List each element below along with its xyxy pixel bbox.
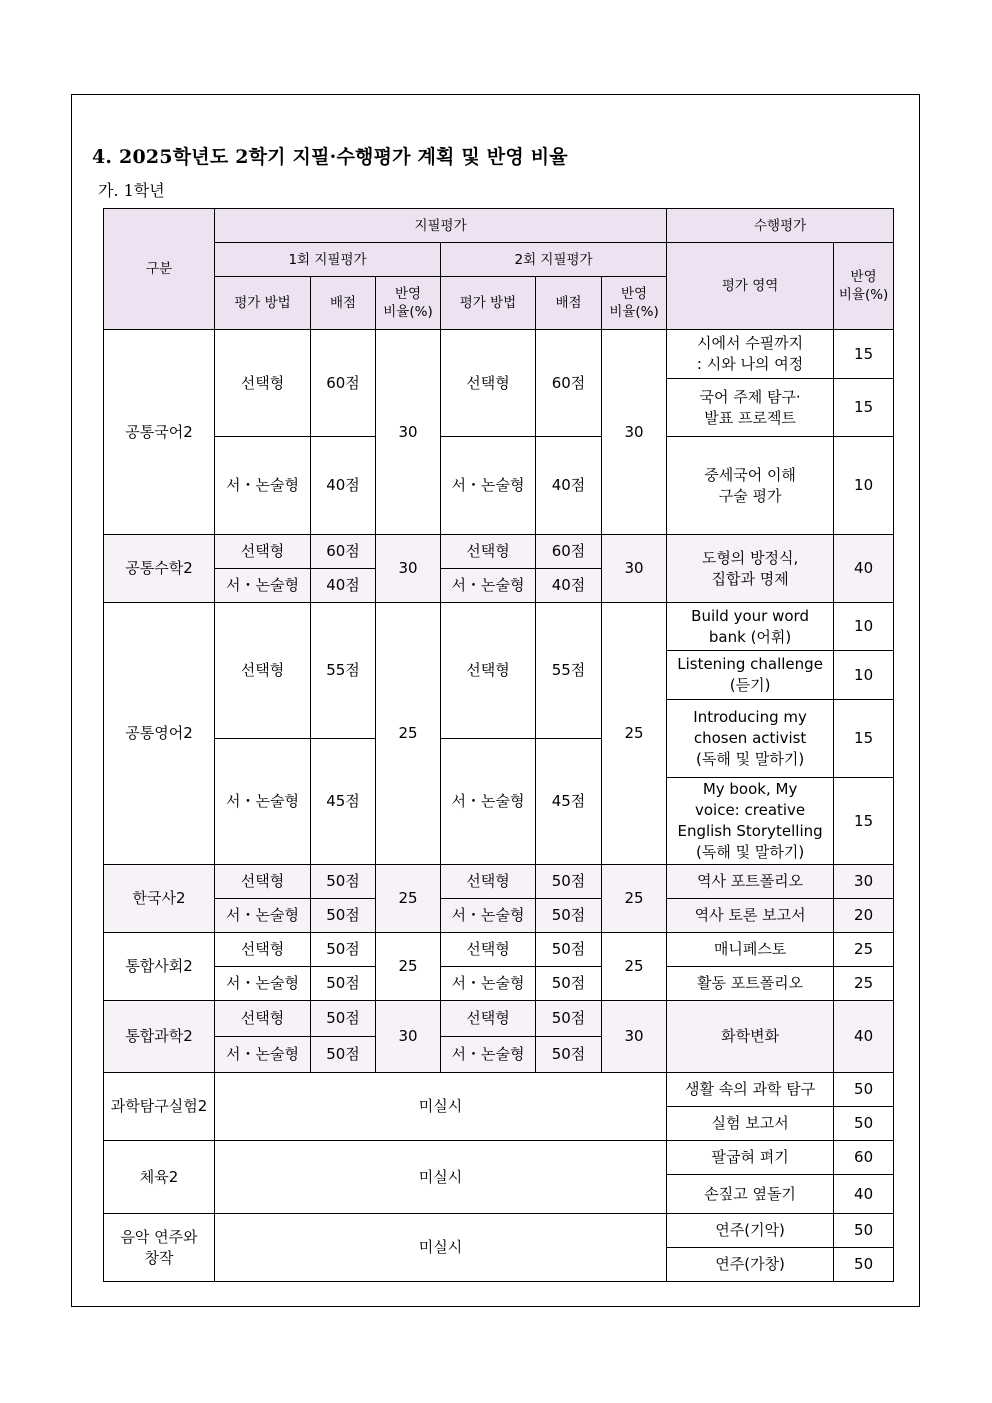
exam2-ratio: 25 xyxy=(602,865,667,933)
exam2-score: 50점 xyxy=(536,967,602,1001)
task-ratio: 60 xyxy=(834,1141,894,1175)
task-ratio: 40 xyxy=(834,535,894,603)
exam1-ratio: 30 xyxy=(376,330,441,535)
not-conducted-label: 미실시 xyxy=(215,1214,667,1282)
table-row xyxy=(104,437,894,457)
task-area: My book, My voice: creative English Storytelling (독해 및 말하기) xyxy=(667,778,834,865)
exam2-ratio: 25 xyxy=(602,603,667,865)
table-row xyxy=(104,1001,894,1037)
exam1-ratio: 30 xyxy=(376,535,441,603)
exam2-type: 서・논술형 xyxy=(441,899,536,933)
exam1-ratio-header: 반영 비율(%) xyxy=(376,277,441,330)
task-area: 연주(기악) xyxy=(667,1214,834,1248)
table-row xyxy=(104,535,894,569)
exam2-method-header: 평가 방법 xyxy=(441,277,536,330)
exam1-score: 50점 xyxy=(311,865,376,899)
exam1-type: 선택형 xyxy=(215,603,311,739)
task-area: 실험 보고서 xyxy=(667,1107,834,1141)
exam2-type: 서・논술형 xyxy=(441,1037,536,1073)
exam2-type: 서・논술형 xyxy=(441,437,536,535)
exam1-ratio: 25 xyxy=(376,603,441,865)
exam1-type: 서・논술형 xyxy=(215,967,311,1001)
exam2-score: 50점 xyxy=(536,1001,602,1037)
written-eval-header: 지필평가 xyxy=(215,209,667,243)
exam2-type: 선택형 xyxy=(441,535,536,569)
exam1-type: 서・논술형 xyxy=(215,899,311,933)
task-area: 중세국어 이해 구술 평가 xyxy=(667,437,834,535)
task-ratio: 15 xyxy=(834,700,894,778)
task-area: Build your word bank (어휘) xyxy=(667,603,834,651)
exam2-score: 50점 xyxy=(536,1037,602,1073)
exam2-score-header: 배점 xyxy=(536,277,602,330)
table-row xyxy=(104,899,894,933)
task-ratio-header: 반영 비율(%) xyxy=(834,243,894,330)
exam1-type: 서・논술형 xyxy=(215,739,311,865)
exam2-type: 서・논술형 xyxy=(441,967,536,1001)
not-conducted-label: 미실시 xyxy=(215,1073,667,1141)
task-ratio: 25 xyxy=(834,967,894,1001)
task-ratio: 30 xyxy=(834,865,894,899)
exam2-score: 60점 xyxy=(536,535,602,569)
table-row xyxy=(104,967,894,1001)
task-ratio: 50 xyxy=(834,1248,894,1282)
exam1-ratio: 25 xyxy=(376,865,441,933)
task-ratio: 40 xyxy=(834,1175,894,1214)
exam1-score: 60점 xyxy=(311,535,376,569)
task-ratio: 25 xyxy=(834,933,894,967)
task-area: 도형의 방정식, 집합과 명제 xyxy=(667,535,834,603)
task-area: 화학변화 xyxy=(667,1001,834,1073)
task-area: 시에서 수필까지 : 시와 나의 여정 xyxy=(667,330,834,379)
exam1-type: 선택형 xyxy=(215,865,311,899)
area-header: 평가 영역 xyxy=(667,243,834,330)
exam1-score: 40점 xyxy=(311,569,376,603)
task-ratio: 40 xyxy=(834,1001,894,1073)
task-ratio: 50 xyxy=(834,1107,894,1141)
task-ratio: 20 xyxy=(834,899,894,933)
task-ratio: 50 xyxy=(834,1214,894,1248)
exam1-ratio: 30 xyxy=(376,1001,441,1073)
exam2-type: 선택형 xyxy=(441,933,536,967)
task-area: Listening challenge (듣기) xyxy=(667,651,834,700)
exam2-type: 서・논술형 xyxy=(441,739,536,865)
subject-name: 공통국어2 xyxy=(104,330,215,535)
exam1-type: 선택형 xyxy=(215,535,311,569)
table-row xyxy=(104,933,894,967)
exam2-ratio: 25 xyxy=(602,933,667,1001)
exam1-score: 50점 xyxy=(311,1001,376,1037)
exam1-type: 서・논술형 xyxy=(215,569,311,603)
task-ratio: 15 xyxy=(834,778,894,865)
table-row xyxy=(104,1141,894,1175)
exam1-score: 50점 xyxy=(311,933,376,967)
exam1-score: 50점 xyxy=(311,967,376,1001)
exam2-score: 55점 xyxy=(536,603,602,739)
exam2-type: 선택형 xyxy=(441,865,536,899)
task-area: 연주(가창) xyxy=(667,1248,834,1282)
section-subheading: 가. 1학년 xyxy=(98,181,165,200)
task-area: 역사 포트폴리오 xyxy=(667,865,834,899)
task-area: 매니페스토 xyxy=(667,933,834,967)
task-area: 생활 속의 과학 탐구 xyxy=(667,1073,834,1107)
header-row-1 xyxy=(104,209,894,243)
task-ratio: 15 xyxy=(834,330,894,379)
exam1-score: 55점 xyxy=(311,603,376,739)
exam2-score: 50점 xyxy=(536,865,602,899)
exam2-score: 40점 xyxy=(536,437,602,535)
task-area: 역사 토론 보고서 xyxy=(667,899,834,933)
section-heading: 4. 2025학년도 2학기 지필·수행평가 계획 및 반영 비율 xyxy=(92,146,568,168)
exam1-method-header: 평가 방법 xyxy=(215,277,311,330)
exam2-score: 45점 xyxy=(536,739,602,865)
task-ratio: 15 xyxy=(834,379,894,437)
exam2-score: 50점 xyxy=(536,899,602,933)
exam1-type: 선택형 xyxy=(215,933,311,967)
exam1-score-header: 배점 xyxy=(311,277,376,330)
table-row xyxy=(104,865,894,899)
task-area: 활동 포트폴리오 xyxy=(667,967,834,1001)
subject-name: 공통수학2 xyxy=(104,535,215,603)
exam2-score: 50점 xyxy=(536,933,602,967)
exam1-header: 1회 지필평가 xyxy=(215,243,441,277)
exam1-type: 서・논술형 xyxy=(215,1037,311,1073)
exam1-type: 서・논술형 xyxy=(215,437,311,535)
subject-name: 음악 연주와 창작 xyxy=(104,1214,215,1282)
task-area: 손짚고 옆돌기 xyxy=(667,1175,834,1214)
task-ratio: 50 xyxy=(834,1073,894,1107)
exam1-score: 50점 xyxy=(311,1037,376,1073)
exam1-score: 60점 xyxy=(311,330,376,437)
not-conducted-label: 미실시 xyxy=(215,1141,667,1214)
table-row xyxy=(104,330,894,379)
subject-name: 공통영어2 xyxy=(104,603,215,865)
subject-name: 체육2 xyxy=(104,1141,215,1214)
exam2-type: 선택형 xyxy=(441,330,536,437)
exam2-ratio: 30 xyxy=(602,535,667,603)
subject-name: 한국사2 xyxy=(104,865,215,933)
exam1-score: 40점 xyxy=(311,437,376,535)
header-row-2 xyxy=(104,243,894,277)
exam1-score: 50점 xyxy=(311,899,376,933)
subject-name: 과학탐구실험2 xyxy=(104,1073,215,1141)
category-header: 구분 xyxy=(104,209,215,330)
table-row xyxy=(104,1214,894,1248)
exam2-type: 서・논술형 xyxy=(441,569,536,603)
exam1-score: 45점 xyxy=(311,739,376,865)
subject-name: 통합과학2 xyxy=(104,1001,215,1073)
exam2-header: 2회 지필평가 xyxy=(441,243,667,277)
task-ratio: 10 xyxy=(834,651,894,700)
exam2-score: 60점 xyxy=(536,330,602,437)
table-row xyxy=(104,603,894,651)
assessment-plan-table xyxy=(103,208,894,1282)
subject-name: 통합사회2 xyxy=(104,933,215,1001)
task-ratio: 10 xyxy=(834,437,894,535)
table-row xyxy=(104,1073,894,1107)
exam1-type: 선택형 xyxy=(215,330,311,437)
exam2-ratio: 30 xyxy=(602,1001,667,1073)
exam1-type: 선택형 xyxy=(215,1001,311,1037)
exam2-ratio-header: 반영 비율(%) xyxy=(602,277,667,330)
exam2-ratio: 30 xyxy=(602,330,667,535)
task-area: 국어 주제 탐구· 발표 프로젝트 xyxy=(667,379,834,437)
task-area: Introducing my chosen activist (독해 및 말하기) xyxy=(667,700,834,778)
exam2-score: 40점 xyxy=(536,569,602,603)
exam2-type: 선택형 xyxy=(441,1001,536,1037)
exam2-type: 선택형 xyxy=(441,603,536,739)
task-area: 팔굽혀 펴기 xyxy=(667,1141,834,1175)
task-ratio: 10 xyxy=(834,603,894,651)
exam1-ratio: 25 xyxy=(376,933,441,1001)
performance-eval-header: 수행평가 xyxy=(667,209,894,243)
